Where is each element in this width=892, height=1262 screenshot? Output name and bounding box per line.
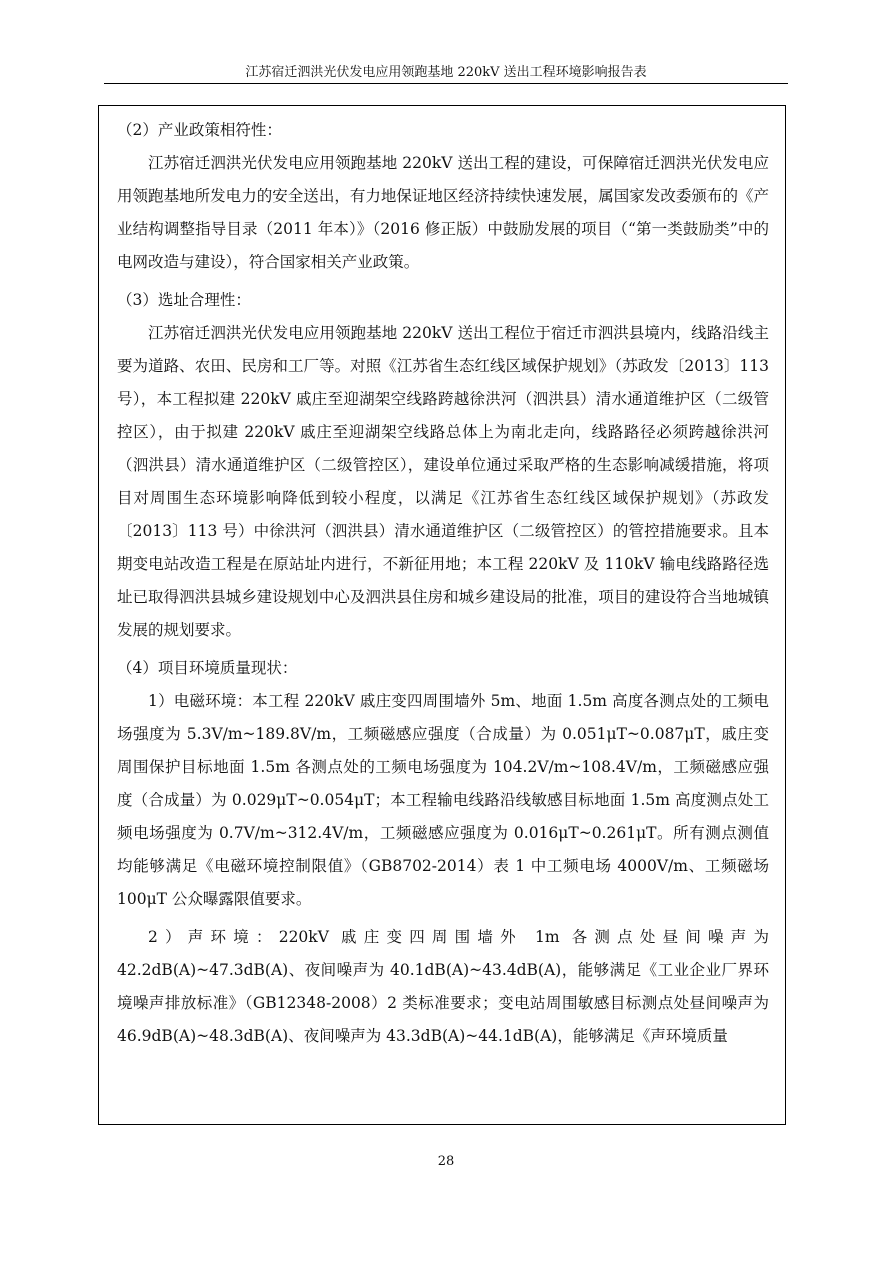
content-table-cell [98, 105, 786, 1125]
header-rule [104, 83, 788, 84]
section-title-site-selection: （3）选址合理性： [117, 291, 251, 309]
content-body [117, 114, 769, 1053]
page-header-title: 江苏宿迁泗洪光伏发电应用领跑基地 220kV 送出工程环境影响报告表 [245, 65, 647, 80]
paragraph-industrial-policy: 江苏宿迁泗洪光伏发电应用领跑基地 220kV 送出工程的建设，可保障宿迁泗洪光伏发电应用领跑基地所发电力的安全送出，有力地保证地区经济持续快速发展，属国家发改委颁布的《产业结构调整指导目录（2011 年本）》（2016 修正版）中鼓励发展的项目（“第一类鼓励类”中的电网改造与建设），符合国家相关产业政策。 [117, 154, 769, 271]
paragraph-site-selection: 江苏宿迁泗洪光伏发电应用领跑基地 220kV 送出工程位于宿迁市泗洪县境内，线路沿线主要为道路、农田、民房和工厂等。对照《江苏省生态红线区域保护规划》（苏政发〔2013〕113 号），本工程拟建 220kV 戚庄至迎湖架空线路跨越徐洪河（泗洪县）清水通道维护区（二级管控区），由于拟建 220kV 戚庄至迎湖架空线路总体上为南北走向，线路路径必须跨越徐洪河（泗洪县）清水通道维护区（二级管控区），建设单位通过采取严格的生态影响减缓措施，将项目对周围生态环境影响降低到较小程度，以满足《江苏省生态红线区域保护规划》（苏政发〔2013〕113 号）中徐洪河（泗洪县）清水通道维护区（二级管控区）的管控措施要求。且本期变电站改造工程是在原站址内进行，不新征用地；本工程 220kV 及 110kV 输电线路路径选址已取得泗洪县城乡建设规划中心及泗洪县住房和城乡建设局的批准，项目的建设符合当地城镇发展的规划要求。 [117, 324, 769, 639]
paragraph-electromagnetic-environment: 1）电磁环境：本工程 220kV 戚庄变四周围墙外 5m、地面 1.5m 高度各测点处的工频电场强度为 5.3V/m~189.8V/m，工频磁感应强度（合成量）为 0.051μT~0.087μT，戚庄变周围保护目标地面 1.5m 各测点处的工频电场强度为 104.2V/m~108.4V/m，工频磁感应强度（合成量）为 0.029μT~0.054μT；本工程输电线路沿线敏感目标地面 1.5m 高度测点处工频电场强度为 0.7V/m~312.4V/m，工频磁感应强度为 0.016μT~0.261μT。所有测点测值均能够满足《电磁环境控制限值》（GB8702-2014）表 1 中工频电场 4000V/m、工频磁场 100μT 公众曝露限值要求。 [117, 692, 769, 908]
section-title-environment-status: （4）项目环境质量现状： [117, 659, 298, 677]
paragraph-acoustic-environment: 2）声环境：220kV 戚庄变四周围墙外 1m 各测点处昼间噪声为 42.2dB(A)~47.3dB(A)、夜间噪声为 40.1dB(A)~43.4dB(A)，能够满足《工业企业厂界环境噪声排放标准》（GB12348-2008）2 类标准要求；变电站周围敏感目标测点处昼间噪声为 46.9dB(A)~48.3dB(A)、夜间噪声为 43.3dB(A)~44.1dB(A)，能够满足《声环境质量 [117, 928, 769, 1045]
page-number: 28 [437, 1154, 455, 1169]
section-title-industrial-policy: （2）产业政策相符性： [117, 121, 282, 139]
